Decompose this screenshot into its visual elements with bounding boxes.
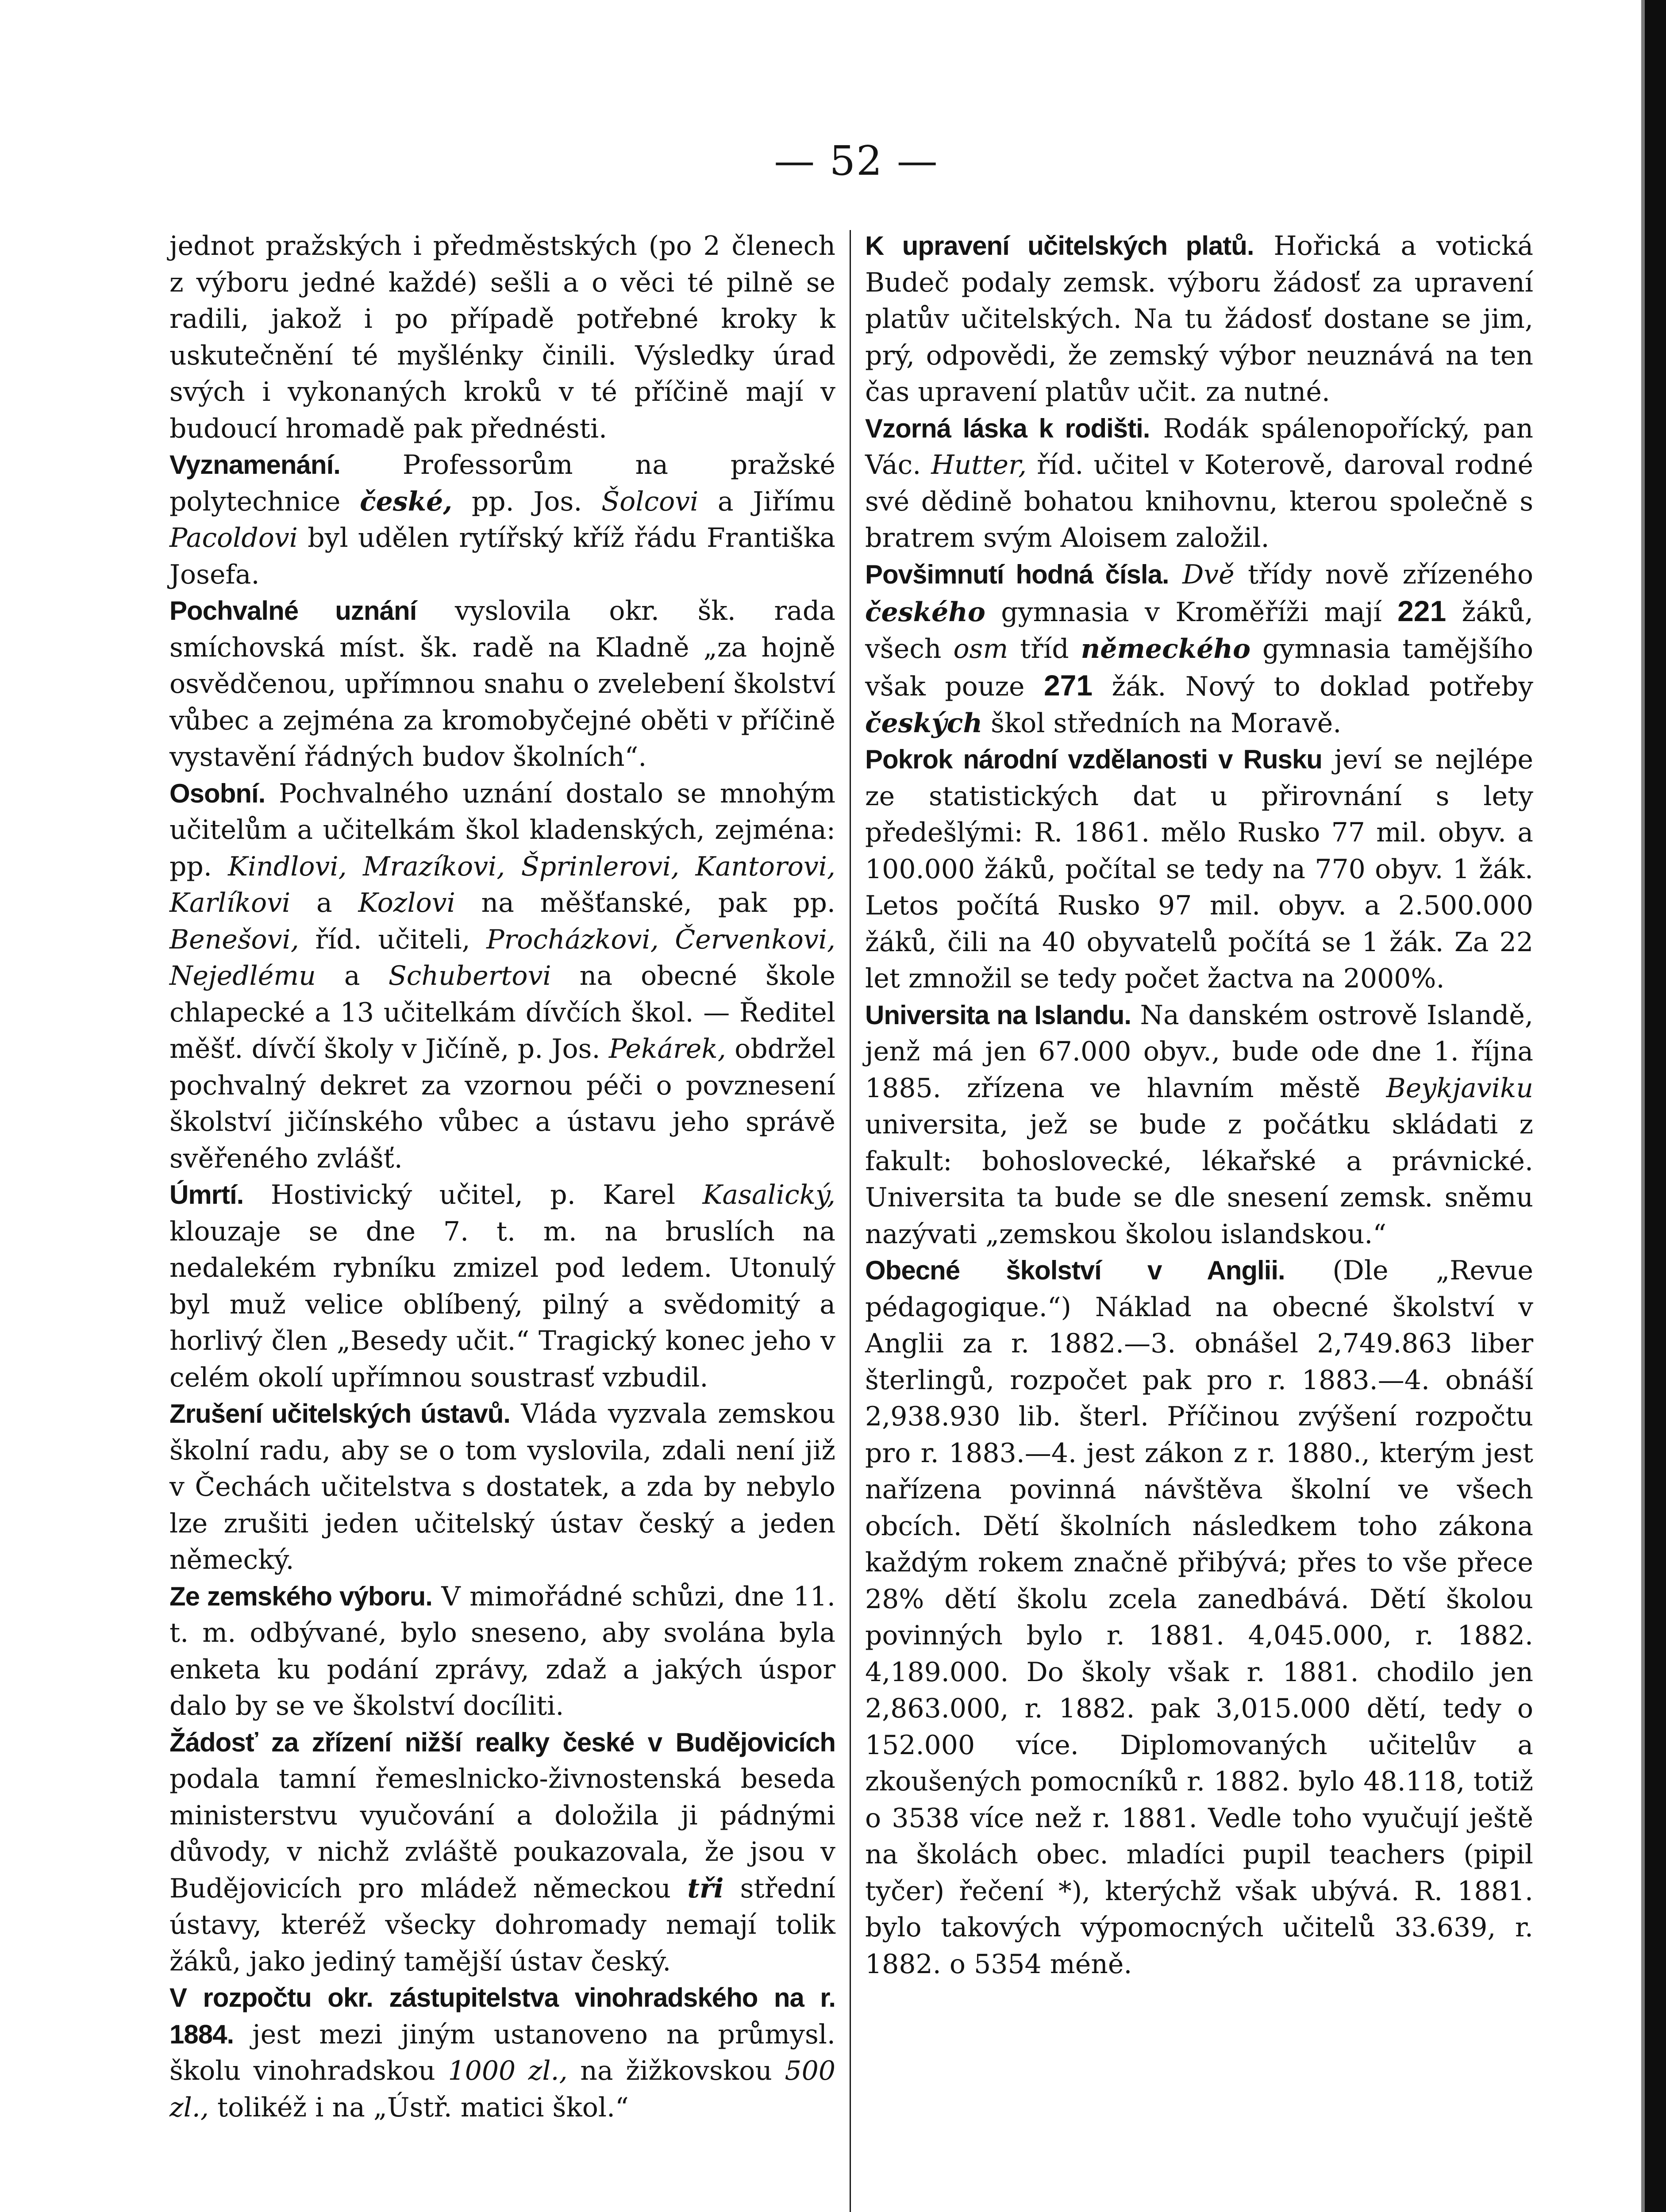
text-run: klouzaje se dne 7. t. m. na bruslích na nedalekém rybníku zmizel pod ledem. Utonulý byl muž velice oblíbený, pilný a svědomitý a horlivý člen „Besedy učit.“ Tragický konec jeho v celém okolí upřímnou soustrasť vzbudil.: [169, 1216, 835, 1393]
text-run: tolikéž i na „Ústř. matici škol.“: [208, 2092, 629, 2123]
text-run: a Jiřímu: [698, 486, 835, 517]
text-run: universita, jež se bude z počátku skládati z fakult: bohoslovecké, lékařské a právnické. Universita ta bude se dle snesení zemsk. sněmu nazývati „zemskou školou islandskou.“: [865, 1109, 1533, 1250]
text-run: na měšťanské, pak pp.: [455, 887, 835, 918]
text-run: jest mezi jiným ustanoveno na průmysl. školu vinohradskou: [169, 2019, 835, 2086]
paragraph-umrti: [169, 1177, 835, 1396]
text-run: říd. učiteli,: [299, 924, 487, 955]
italic-run: německého: [1081, 633, 1251, 664]
italic-run: Benešovi,: [169, 924, 299, 955]
text-run: obdržel pochvalný dekret za vzornou péči o povznesení školství jičínského vůbec a ústavu jeho správě svěřeného zvlášť.: [169, 1033, 835, 1174]
italic-run: Hutter,: [931, 449, 1027, 480]
section-heading: Zrušení učitelských ústavů.: [169, 1399, 511, 1429]
italic-run: Beykjaviku: [1386, 1072, 1533, 1104]
text-run: na žižkovskou: [567, 2055, 785, 2086]
text-run: vyslovila okr. šk. rada smíchovská míst. šk. radě na Kladně „za hojně osvědčenou, upřímnou snahu o zvelebení školství vůbec a zejména za kromobyčejné oběti v příčině vystavění řádných budov školních“.: [169, 595, 835, 772]
paragraph-zemsky-vybor: [169, 1578, 835, 1724]
text-run: žák. Nový to doklad potřeby: [1093, 671, 1533, 702]
emphasized-number: 221: [1397, 595, 1447, 627]
paragraph-continuation: jednot pražských i předměstských (po 2 členech z výboru jedné každé) sešli a o věci té pilně se radili, jakož i po případě potřebné kroky k uskutečnění té myšlénky činili. Výsledky úrad svých i vykonaných kroků v té příčině mají v budoucí hromadě pak přednésti.: [169, 230, 835, 444]
italic-run: Procházkovi, Červenkovi, Nejedlému: [169, 924, 835, 991]
paragraph-island: [865, 997, 1533, 1253]
text-run: Pochvalného uznání dostalo se mnohým učitelům a učitelkám škol kladenských, zejména: pp.: [169, 778, 835, 882]
paragraph-vzorna-laska: [865, 411, 1533, 557]
text-run: střední ústavy, kteréž všecky dohromady nemají tolik žáků, jako jediný tamější ústav český.: [169, 1873, 836, 1977]
text-run: říd. učitel v Koterově, daroval rodné své dědině bohatou knihovnu, kterou společně s bratrem svým Aloisem založil.: [865, 449, 1533, 553]
text-run: škol středních na Moravě.: [982, 707, 1342, 739]
italic-run: Pacoldovi: [169, 522, 298, 553]
text-run: tříd: [1008, 633, 1081, 664]
page-number: — 52 —: [774, 137, 939, 184]
text-run: jeví se nejlépe ze statistických dat u přirovnání s lety předešlými: R. 1861. mělo Rusko 77 mil. obyv. a 100.000 žáků, počítal se tedy na 770 obyv. 1 žák. Letos počítá Rusko 97 mil. obyv. a 2.500.000 žáků, čili na 40 obyvatelů počítá se 1 žák. Za 22 let zmnožil se tedy počet žactva na 2000%.: [865, 744, 1533, 994]
section-heading: Osobní.: [169, 778, 265, 808]
italic-run: české,: [360, 486, 453, 517]
section-heading: Žádosť za zřízení nižší realky české v Budějovicích: [169, 1727, 835, 1757]
italic-run: Schubertovi: [388, 960, 551, 991]
italic-run: českých: [865, 707, 983, 739]
text-run: podala tamní řemeslnicko-živnostenská beseda ministerstvu vyučování a doložila ji pádnými důvody, v nichž zvláště poukazovala, že jsou v Budějovicích pro mládež německou: [169, 1763, 835, 1904]
section-heading: Pochvalné uznání: [169, 596, 417, 626]
italic-run: osm: [953, 633, 1008, 664]
italic-run: Šolcovi: [601, 486, 699, 517]
paragraph-vyznamenani: [169, 447, 835, 593]
text-run: (Dle „Revue pédagogique.“) Náklad na obecné školství v Anglii za r. 1882.—3. obnášel 2,749.863 liber šterlingů, rozpočet pak pro r. 1883.—4. obnáší 2,938.930 lib. šterl. Příčinou zvýšení rozpočtu pro r. 1883.—4. jest zákon z r. 1880., kterým jest nařízena povinná návštěva školní ve všech obcích. Dětí školních následkem toho zákona každým rokem značně přibývá; přes to vše přece 28% dětí školu zcela zanedbává. Dětí školou povinných bylo r. 1881. 4,045.000, r. 1882. 4,189.000. Do školy však r. 1881. chodilo jen 2,863.000, r. 1882. pak 3,015.000 dětí, tedy o 152.000 více. Diplomovaných učitelův a zkoušených pomocníků r. 1882. bylo 48.118, totiž o 3538 více než r. 1881. Vedle toho vyučují ještě na školách obec. mladíci pupil teachers (pipil tyčer) řečení *), kterýchž však ubývá. R. 1881. bylo takových výpomocných učitelů 33.639, r. 1882. o 5354 méně.: [865, 1255, 1533, 1980]
paragraph-zadost-realka: [169, 1724, 835, 1980]
left-column: [169, 228, 835, 2126]
section-heading: Úmrtí.: [169, 1180, 244, 1210]
italic-run: Kasalický,: [702, 1179, 835, 1210]
text-run: třídy nově zřízeného: [1234, 559, 1533, 590]
text-run: byl udělen rytířský kříž řádu Františka Josefa.: [169, 522, 835, 590]
section-heading: Povšimnutí hodná čísla.: [865, 559, 1169, 589]
column-divider: [850, 230, 851, 2212]
text-run: Professorům na pražské polytechnice: [169, 449, 835, 517]
italic-run: Dvě: [1169, 559, 1235, 590]
section-heading: Obecné školství v Anglii.: [865, 1256, 1285, 1285]
section-heading: Vyznamenání.: [169, 450, 340, 480]
text-run: a: [290, 887, 358, 918]
paragraph-osobni: [169, 776, 835, 1177]
page-edge-shadow: [1641, 0, 1645, 2212]
text-run: žáků, všech: [865, 597, 1533, 664]
paragraph-povsimnuti-cisla: [865, 557, 1533, 742]
italic-run: českého: [865, 597, 985, 628]
italic-run: Pekárek,: [608, 1033, 726, 1064]
text-run: Na danském ostrově Islandě, jenž má jen 67.000 obyv., bude ode dne 1. října 1885. zřízena ve hlavním městě: [865, 999, 1533, 1104]
text-run: a: [316, 960, 389, 991]
text-run: Rodák spálenopořícký, pan Vác.: [865, 413, 1533, 480]
text-run: gymnasia v Kroměříži mají: [985, 597, 1398, 628]
paragraph-anglie: [865, 1252, 1533, 1982]
emphasized-number: 271: [1043, 669, 1093, 702]
paragraph-upraveni-platu: [865, 228, 1533, 411]
section-heading: Universita na Islandu.: [865, 1000, 1131, 1030]
paragraph-rozpocet: [169, 1980, 835, 2126]
paragraph-zruseni-ustavu: [169, 1396, 835, 1578]
italic-run: 500 zl.,: [169, 2055, 835, 2123]
page-edge: [1645, 0, 1666, 2212]
text-run: gymnasia tamějšího však pouze: [865, 633, 1533, 702]
section-heading: Ze zemského výboru.: [169, 1581, 432, 1611]
text-run: V mimořádné schůzi, dne 11. t. m. odbývané, bylo sneseno, aby svolána byla enketa ku podání zprávy, zdaž a jakých úspor dalo by se ve školství docíliti.: [169, 1581, 835, 1721]
paragraph-pochvalne-uznani: [169, 593, 835, 776]
italic-run: 1000 zl.,: [448, 2055, 568, 2086]
italic-run: Kozlovi: [358, 887, 455, 918]
section-heading: Vzorná láska k rodišti.: [865, 413, 1150, 443]
italic-run: tři: [687, 1873, 724, 1904]
text-run: Hostivický učitel, p. Karel: [243, 1179, 703, 1210]
section-heading: V rozpočtu okr. zástupitelstva vinohradského na r. 1884.: [169, 1983, 835, 2049]
italic-run: Kindlovi, Mrazíkovi, Šprinlerovi, Kantorovi, Karlíkovi: [169, 851, 835, 918]
text-run: Hořická a votická Budeč podaly zemsk. výboru žádosť za upravení platův učitelských. Na tu žádosť dostane se jim, prý, odpovědi, že zemský výbor neuznává na ten čas upravení platův učit. za nutné.: [865, 230, 1533, 407]
text-run: na obecné škole chlapecké a 13 učitelkám dívčích škol. — Ředitel měšť. dívčí školy v Jičíně, p. Jos.: [169, 960, 835, 1064]
section-heading: K upravení učitelských platů.: [865, 231, 1254, 261]
text-run: pp. Jos.: [452, 486, 602, 517]
paragraph-rusko: [865, 741, 1533, 997]
text-run: Vláda vyzvala zemskou školní radu, aby se o tom vyslovila, zdali není již v Čechách učitelstva s dostatek, a zda by nebylo lze zrušiti jeden učitelský ústav český a jeden německý.: [169, 1398, 835, 1575]
section-heading: Pokrok národní vzdělanosti v Rusku: [865, 745, 1322, 774]
right-column: [865, 228, 1533, 1982]
